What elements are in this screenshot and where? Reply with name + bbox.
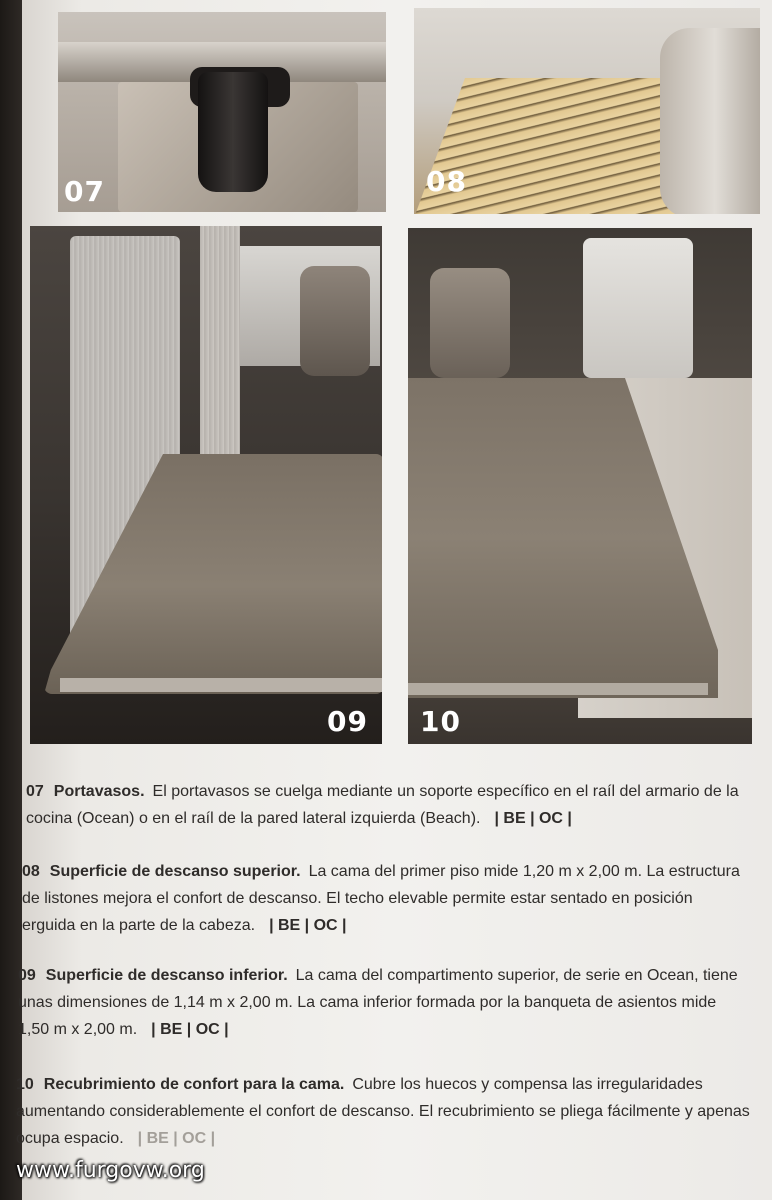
item-heading: Superficie de descanso inferior.	[45, 967, 288, 984]
description-07	[26, 778, 746, 832]
description-10	[16, 1071, 756, 1152]
model-tags: | BE | OC |	[269, 917, 347, 934]
photo-number: 09	[327, 705, 368, 738]
bed-edge	[408, 683, 708, 695]
roller-cabinet-upper	[200, 226, 240, 456]
description-09	[18, 962, 740, 1043]
front-seat	[300, 266, 370, 376]
item-text: Cubre los huecos y compensa las irregularidades aumentando considerablemente el confort de descanso. El recubrimiento se pliega fácilmente y apenas ocupa espacio.	[16, 1076, 750, 1147]
watermark: www.furgovw.org	[16, 1158, 205, 1183]
item-number: 08	[22, 863, 40, 880]
item-text: La cama del compartimento superior, de serie en Ocean, tiene unas dimensiones de 1,14 m x 2,00 m. La cama inferior formada por la banqueta de asientos mide 1,50 m x 2,00 m.	[18, 967, 738, 1038]
item-text: La cama del primer piso mide 1,20 m x 2,00 m. La estructura de listones mejora el confort de descanso. El techo elevable permite estar sentado en posición erguida en la parte de la cabeza.	[22, 863, 740, 934]
photo-lower-bed	[30, 226, 382, 744]
photo-number: 08	[426, 165, 467, 198]
cup-holder	[198, 72, 268, 192]
photo-cup-holder	[58, 12, 386, 212]
front-seat	[430, 268, 510, 378]
bed-edge	[60, 678, 382, 692]
item-number: 07	[26, 783, 44, 800]
item-heading: Superficie de descanso superior.	[49, 863, 301, 880]
item-number: 10	[16, 1076, 34, 1093]
photo-number: 07	[64, 175, 105, 208]
description-08	[22, 858, 744, 939]
item-heading: Portavasos.	[53, 783, 145, 800]
photo-upper-bed	[414, 8, 760, 214]
photo-number: 10	[420, 705, 461, 738]
model-tags: | BE | OC |	[151, 1021, 229, 1038]
model-tags: | BE | OC |	[137, 1130, 216, 1147]
item-number: 09	[18, 967, 36, 984]
rolled-mattress	[660, 28, 760, 214]
side-window	[583, 238, 693, 378]
model-tags: | BE | OC |	[494, 810, 572, 827]
photo-comfort-cover	[408, 228, 752, 744]
item-heading: Recubrimiento de confort para la cama.	[43, 1076, 345, 1093]
item-text: El portavasos se cuelga mediante un soporte específico en el raíl del armario de la cocina (Ocean) o en el raíl de la pared lateral izquierda (Beach).	[26, 783, 739, 827]
